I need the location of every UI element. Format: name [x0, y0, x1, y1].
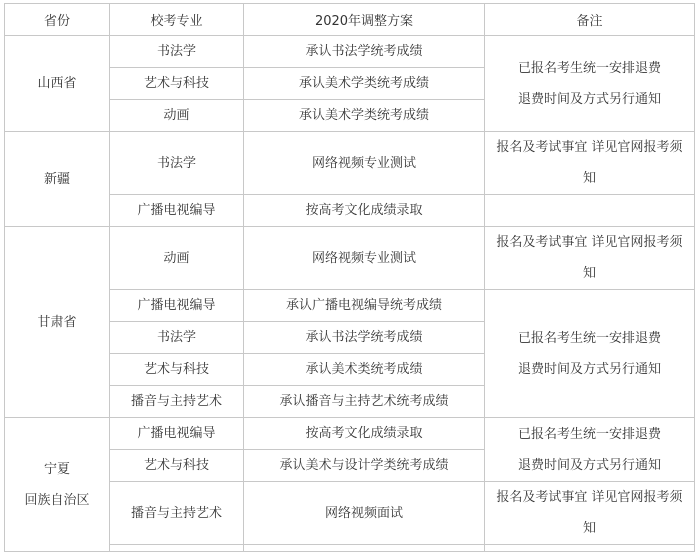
major-cell: 艺术与科技 [110, 450, 244, 482]
plan-cell: 承认书法学统考成绩 [244, 36, 485, 68]
plan-cell: 承认播音与主持艺术统考成绩 [244, 386, 485, 418]
major-cell: 播音与主持艺术 [110, 386, 244, 418]
major-cell: 艺术与科技 [110, 354, 244, 386]
table-row [5, 36, 695, 68]
major-cell: 动画 [110, 100, 244, 132]
plan-cell: 承认美术类统考成绩 [244, 354, 485, 386]
province-line: 回族自治区 [24, 492, 90, 508]
plan-cell: 承认广播电视编导统考成绩 [244, 290, 485, 322]
note-line: 已报名考生统一安排退费 [517, 330, 661, 346]
major-cell: 播音与主持艺术 [110, 482, 244, 545]
plan-cell: 按高考文化成绩录取 [244, 418, 485, 450]
plan-cell: 按高考文化成绩录取 [244, 195, 485, 227]
header-plan: 2020年调整方案 [244, 4, 485, 36]
note-line: 知 [582, 171, 596, 186]
major-cell: 艺术与科技 [110, 68, 244, 100]
plan-cell: 网络视频专业测试 [244, 132, 485, 195]
plan-cell [244, 545, 485, 552]
note-line: 已报名考生统一安排退费 [517, 426, 661, 442]
province-cell: 山西省 [5, 36, 110, 132]
note-line: 退费时间及方式另行通知 [517, 457, 661, 473]
plan-cell: 承认美术与设计学类统考成绩 [244, 450, 485, 482]
note-line: 知 [582, 521, 596, 536]
note-cell-empty [485, 195, 695, 227]
table-row [5, 227, 695, 290]
note-line: 知 [582, 266, 596, 281]
plan-cell: 承认美术学类统考成绩 [244, 68, 485, 100]
note-cell [485, 36, 695, 132]
note-cell [485, 482, 695, 545]
major-cell: 动画 [110, 227, 244, 290]
plan-cell: 承认美术学类统考成绩 [244, 100, 485, 132]
major-cell: 书法学 [110, 132, 244, 195]
plan-cell: 承认书法学统考成绩 [244, 322, 485, 354]
header-province: 省份 [5, 4, 110, 36]
province-cell [5, 418, 110, 552]
header-row [5, 4, 695, 36]
province-cell: 甘肃省 [5, 227, 110, 418]
note-cell [485, 227, 695, 290]
note-cell [485, 545, 695, 552]
note-line: 退费时间及方式另行通知 [517, 91, 661, 107]
plan-cell: 网络视频面试 [244, 482, 485, 545]
major-cell: 书法学 [110, 322, 244, 354]
note-line: 报名及考试事宜 详见官网报考须 [496, 235, 683, 250]
major-cell: 广播电视编导 [110, 290, 244, 322]
plan-cell: 网络视频专业测试 [244, 227, 485, 290]
adjustment-table [4, 3, 695, 552]
province-line: 宁夏 [43, 461, 70, 477]
note-line: 报名及考试事宜 详见官网报考须 [496, 140, 683, 155]
major-cell [110, 545, 244, 552]
major-cell: 广播电视编导 [110, 418, 244, 450]
table-row [5, 132, 695, 195]
note-line: 已报名考生统一安排退费 [517, 60, 661, 76]
major-cell: 广播电视编导 [110, 195, 244, 227]
header-major: 校考专业 [110, 4, 244, 36]
note-line: 退费时间及方式另行通知 [517, 361, 661, 377]
note-cell [485, 418, 695, 482]
note-cell [485, 290, 695, 418]
major-cell: 书法学 [110, 36, 244, 68]
note-cell [485, 132, 695, 195]
province-cell: 新疆 [5, 132, 110, 227]
header-note: 备注 [485, 4, 695, 36]
note-line: 报名及考试事宜 详见官网报考须 [496, 490, 683, 505]
table-row [5, 418, 695, 450]
